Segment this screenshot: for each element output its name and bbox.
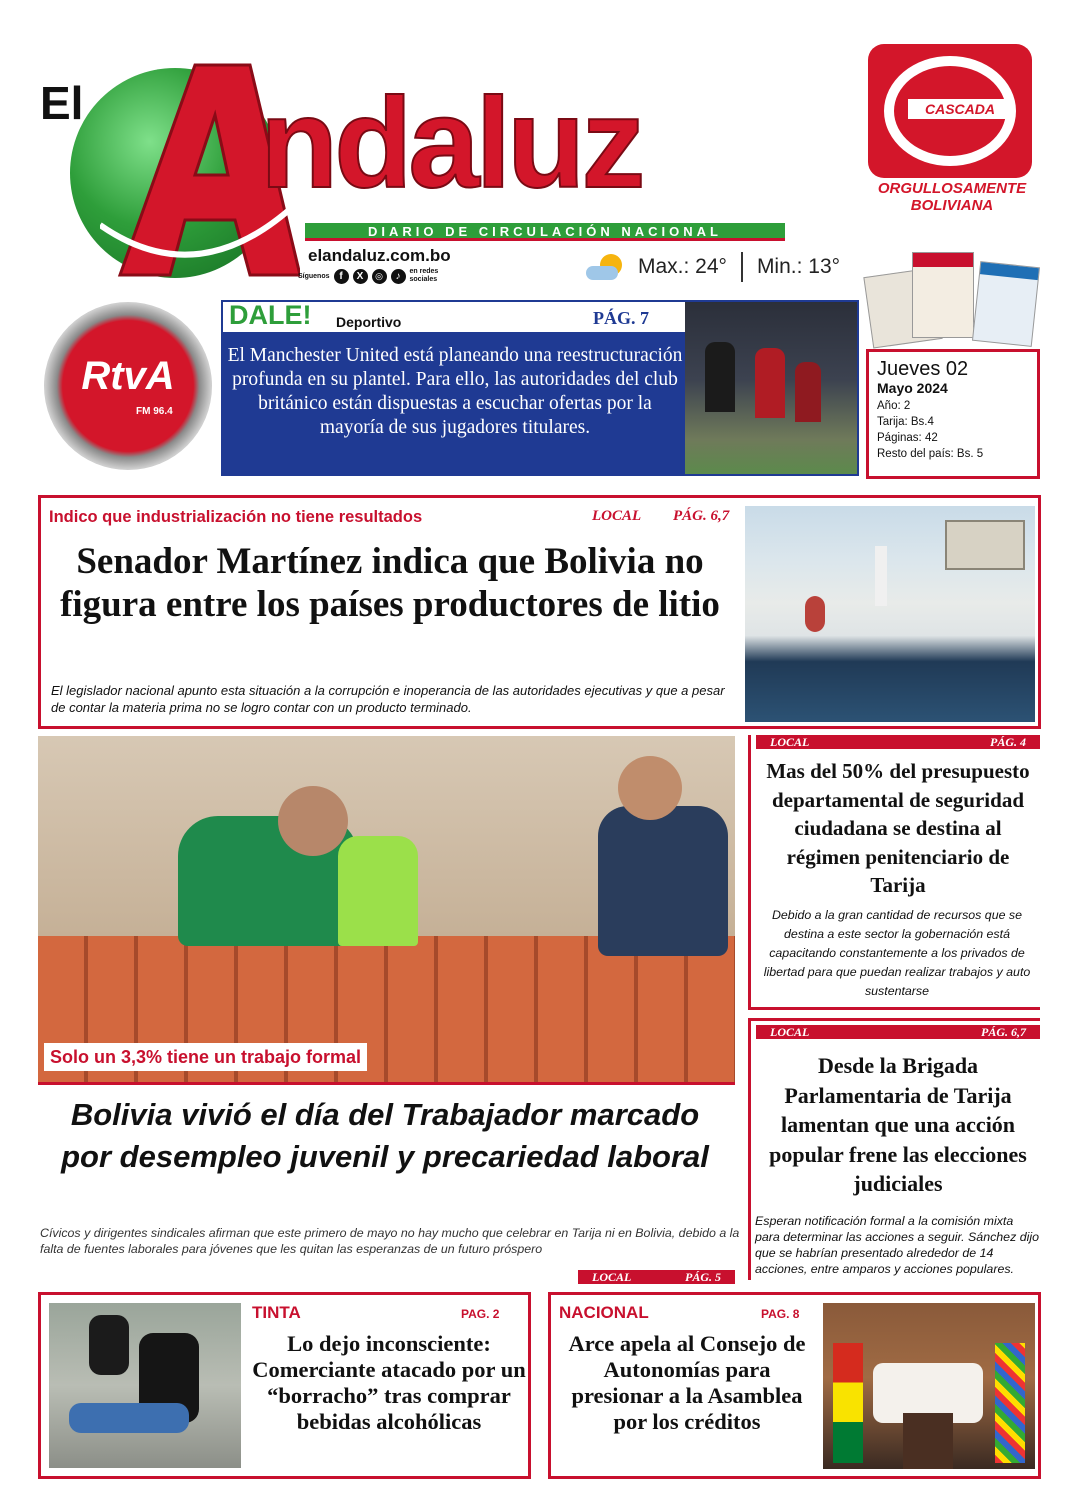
dale-brand: DALE! bbox=[229, 300, 312, 330]
dale-section: Deportivo bbox=[336, 314, 402, 330]
facebook-icon[interactable]: f bbox=[334, 269, 349, 284]
main-page: PÁG. 5 bbox=[685, 1270, 721, 1284]
x-icon[interactable]: X bbox=[353, 269, 368, 284]
bottom-right-headline: Arce apela al Consejo de Autonomías para presionar a la Asamblea por los créditos bbox=[568, 1331, 806, 1434]
radio-name: RtvA bbox=[81, 354, 175, 398]
bottom-left-photo bbox=[49, 1303, 241, 1468]
sponsor-slogan bbox=[860, 180, 1044, 214]
side2-section: LOCAL bbox=[770, 1025, 810, 1039]
side1-summary: Debido a la gran cantidad de recursos que se destina a este sector la gobernación está capacitando constantemente a los privados de libertad para que puedan realizar trabajos y auto sustentarse bbox=[763, 908, 1031, 998]
side1-section: LOCAL bbox=[770, 735, 810, 749]
radio-frequency: FM 96.4 bbox=[136, 406, 173, 417]
sponsor-brand: CASCADA bbox=[908, 99, 1012, 119]
social-follow bbox=[298, 268, 450, 284]
dale-header bbox=[223, 302, 685, 332]
dale-page: PÁG. 7 bbox=[593, 308, 649, 328]
dale-body: El Manchester United está planeando una reestructuración profunda en su plantel. Para ello, las autoridades del club británico están dispuestas a escuchar ofertas por la mayoría de sus jugadores titulares. bbox=[227, 345, 683, 438]
bottom-left-headline: Lo dejo inconsciente: Comerciante atacado por un “borracho” tras comprar bebidas alcohólicas bbox=[252, 1331, 526, 1434]
lead-story[interactable] bbox=[38, 495, 1041, 729]
main-photo-underline bbox=[38, 1082, 735, 1085]
bottom-right-photo bbox=[823, 1303, 1035, 1469]
side2-headline: Desde la Brigada Parlamentaria de Tarija lamentan que una acción popular frene las elecciones judiciales bbox=[769, 1053, 1027, 1196]
bottom-left-story[interactable] bbox=[38, 1292, 531, 1479]
sun-cloud-icon bbox=[586, 252, 628, 282]
slogan-line2: BOLIVIANA bbox=[910, 197, 994, 214]
main-section: LOCAL bbox=[592, 1270, 632, 1284]
dale-photo bbox=[685, 302, 857, 474]
edition-day: Jueves 02 bbox=[877, 358, 969, 380]
side1-story[interactable] bbox=[748, 735, 1040, 1010]
weather bbox=[586, 252, 840, 282]
slogan-line1: ORGULLOSAMENTE bbox=[877, 180, 1027, 197]
edition-month: Mayo 2024 bbox=[877, 380, 948, 396]
temp-min: Min.: 13° bbox=[756, 255, 841, 278]
newspapers-thumbnail bbox=[866, 246, 1042, 346]
lead-section: LOCAL bbox=[592, 508, 642, 524]
website-link[interactable]: elandaluz.com.bo bbox=[308, 246, 451, 265]
weather-divider bbox=[741, 252, 743, 282]
side2-story[interactable] bbox=[748, 1018, 1040, 1280]
bottom-right-story[interactable] bbox=[548, 1292, 1041, 1479]
tiktok-icon[interactable]: ♪ bbox=[391, 269, 406, 284]
follow-right-text: en redes sociales bbox=[409, 268, 439, 283]
bottom-left-section: TINTA bbox=[252, 1303, 301, 1322]
side2-page: PÁG. 6,7 bbox=[981, 1025, 1026, 1039]
bottom-right-section: NACIONAL bbox=[559, 1303, 649, 1322]
radio-logo bbox=[44, 302, 212, 470]
edition-price-tarija: Tarija: Bs.4 bbox=[877, 416, 934, 428]
main-headline: Bolivia vivió el día del Trabajador marcado por desempleo juvenil y precariedad laboral bbox=[61, 1097, 709, 1174]
instagram-icon[interactable]: ◎ bbox=[372, 269, 387, 284]
masthead-el: El bbox=[40, 77, 84, 129]
masthead-brand: ndaluz bbox=[260, 72, 642, 215]
lead-headline: Senador Martínez indica que Bolivia no figura entre los países productores de litio bbox=[60, 541, 720, 625]
sponsor-logo bbox=[868, 44, 1032, 178]
edition-box bbox=[866, 349, 1040, 479]
follow-left-text: Síguenos bbox=[298, 272, 330, 280]
lead-summary: El legislador nacional apunto esta situación a la corrupción e inoperancia de las autoridades ejecutivas y que a pesar de contar la materia prima no se logro contar con un producto terminado. bbox=[51, 683, 725, 715]
lead-page: PÁG. 6,7 bbox=[673, 508, 730, 524]
dale-box[interactable] bbox=[221, 300, 859, 476]
lead-photo bbox=[745, 506, 1035, 722]
bottom-left-page: PAG. 2 bbox=[461, 1307, 500, 1321]
edition-year: Año: 2 bbox=[877, 400, 911, 412]
temp-max: Max.: 24° bbox=[638, 255, 727, 278]
main-photo bbox=[38, 736, 735, 1082]
main-section-bar bbox=[578, 1270, 735, 1284]
tagline: DIARIO DE CIRCULACIÓN NACIONAL bbox=[368, 224, 722, 239]
tagline-bar bbox=[305, 223, 785, 241]
lead-kicker: Indico que industrialización no tiene resultados bbox=[49, 508, 423, 526]
side1-page: PÁG. 4 bbox=[990, 735, 1026, 749]
edition-pages: Páginas: 42 bbox=[877, 432, 938, 444]
main-photo-caption: Solo un 3,3% tiene un trabajo formal bbox=[44, 1043, 367, 1071]
side2-summary: Esperan notificación formal a la comisión mixta para determinar las acciones a seguir. Sánchez dijo que se habrían presentado alrededor de 14 acciones, entre amparos y acciones populares. bbox=[755, 1214, 1039, 1276]
main-summary: Cívicos y dirigentes sindicales afirman que este primero de mayo no hay mucho que celebrar en Tarija ni en Bolivia, debido a la falta de fuentes laborales para jóvenes que les quitan las esperanzas de un futuro próspero bbox=[40, 1226, 740, 1256]
side1-headline: Mas del 50% del presupuesto departamental de seguridad ciudadana se destina al régimen penitenciario de Tarija bbox=[766, 759, 1030, 897]
edition-price-rest: Resto del país: Bs. 5 bbox=[877, 448, 984, 460]
bottom-right-page: PAG. 8 bbox=[761, 1307, 800, 1321]
